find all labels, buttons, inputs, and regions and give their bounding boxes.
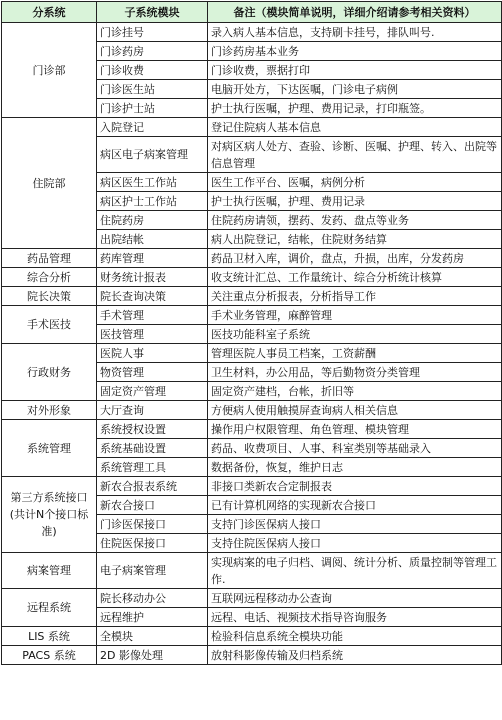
table-row	[2, 627, 502, 646]
module-cell: 系统基础设置	[97, 439, 208, 458]
module-cell: 院长移动办公	[97, 589, 208, 608]
subsystem-cell: 综合分析	[2, 268, 97, 287]
table-row	[2, 306, 502, 325]
header-row	[2, 2, 502, 23]
table-row	[2, 249, 502, 268]
note-cell: 门诊收费，票据打印	[208, 61, 502, 80]
module-cell: 药库管理	[97, 249, 208, 268]
note-cell: 录入病人基本信息，支持刷卡挂号，排队叫号.	[208, 23, 502, 42]
module-cell: 门诊医保接口	[97, 515, 208, 534]
module-cell: 住院药房	[97, 211, 208, 230]
header-note: 备注（模块简单说明，详细介绍请参考相关资料）	[208, 2, 502, 23]
note-cell: 住院药房请领，摆药、发药、盘点等业务	[208, 211, 502, 230]
note-cell: 护士执行医嘱，护理、费用记录	[208, 192, 502, 211]
note-cell: 病人出院登记，结帐，住院财务结算	[208, 230, 502, 249]
note-cell: 药品卫材入库，调价，盘点，升损，出库，分发药房	[208, 249, 502, 268]
module-cell: 院长查询决策	[97, 287, 208, 306]
table-row	[2, 268, 502, 287]
module-cell: 门诊护士站	[97, 99, 208, 118]
table-row	[2, 344, 502, 363]
note-cell: 登记住院病人基本信息	[208, 118, 502, 137]
note-cell: 互联网远程移动办公查询	[208, 589, 502, 608]
module-cell: 入院登记	[97, 118, 208, 137]
subsystem-cell: LIS 系统	[2, 627, 97, 646]
module-cell: 大厅查询	[97, 401, 208, 420]
note-cell: 药品、收费项目、人事、科室类别等基础录入	[208, 439, 502, 458]
note-cell: 门诊药房基本业务	[208, 42, 502, 61]
module-cell: 新农合接口	[97, 496, 208, 515]
module-cell: 出院结帐	[97, 230, 208, 249]
module-cell: 住院医保接口	[97, 534, 208, 553]
subsystem-cell: 门诊部	[2, 23, 97, 118]
module-cell: 医院人事	[97, 344, 208, 363]
subsystem-cell: 病案管理	[2, 553, 97, 589]
subsystem-table	[1, 1, 502, 665]
header-module: 子系统模块	[97, 2, 208, 23]
note-cell: 实现病案的电子归档、调阅、统计分析、质量控制等管理工作.	[208, 553, 502, 589]
table-row	[2, 477, 502, 496]
subsystem-cell: 第三方系统接口(共计N个接口标准)	[2, 477, 97, 553]
module-cell: 固定资产管理	[97, 382, 208, 401]
note-cell: 医技功能科室子系统	[208, 325, 502, 344]
module-cell: 远程维护	[97, 608, 208, 627]
module-cell: 门诊医生站	[97, 80, 208, 99]
table-row	[2, 553, 502, 589]
subsystem-cell: 药品管理	[2, 249, 97, 268]
table-row	[2, 401, 502, 420]
header-subsystem: 分系统	[2, 2, 97, 23]
module-cell: 医技管理	[97, 325, 208, 344]
module-cell: 新农合报表系统	[97, 477, 208, 496]
module-cell: 系统管理工具	[97, 458, 208, 477]
note-cell: 对病区病人处方、查验、诊断、医嘱、护理、转入、出院等信息管理	[208, 137, 502, 173]
subsystem-cell: 住院部	[2, 118, 97, 249]
note-cell: 支持门诊医保病人接口	[208, 515, 502, 534]
module-cell: 系统授权设置	[97, 420, 208, 439]
note-cell: 数据备份，恢复，维护日志	[208, 458, 502, 477]
table-row	[2, 646, 502, 665]
module-cell: 物资管理	[97, 363, 208, 382]
subsystem-cell: 系统管理	[2, 420, 97, 477]
module-cell: 病区电子病案管理	[97, 137, 208, 173]
table-row	[2, 420, 502, 439]
note-cell: 远程、电话、视频技术指导咨询服务	[208, 608, 502, 627]
module-cell: 门诊药房	[97, 42, 208, 61]
note-cell: 放射科影像传输及归档系统	[208, 646, 502, 665]
module-cell: 全模块	[97, 627, 208, 646]
note-cell: 手术业务管理，麻醉管理	[208, 306, 502, 325]
subsystem-cell: 对外形象	[2, 401, 97, 420]
table-row	[2, 589, 502, 608]
module-cell: 病区护士工作站	[97, 192, 208, 211]
subsystem-cell: 行政财务	[2, 344, 97, 401]
note-cell: 电脑开处方，下达医嘱，门诊电子病例	[208, 80, 502, 99]
module-cell: 电子病案管理	[97, 553, 208, 589]
note-cell: 卫生材料，办公用品，等后勤物资分类管理	[208, 363, 502, 382]
note-cell: 医生工作平台、医嘱，病例分析	[208, 173, 502, 192]
note-cell: 检验科信息系统全模块功能	[208, 627, 502, 646]
note-cell: 操作用户权限管理、角色管理、模块管理	[208, 420, 502, 439]
note-cell: 支持住院医保病人接口	[208, 534, 502, 553]
subsystem-cell: 手术医技	[2, 306, 97, 344]
table-row	[2, 118, 502, 137]
module-cell: 财务统计报表	[97, 268, 208, 287]
table-row	[2, 287, 502, 306]
subsystem-cell: 远程系统	[2, 589, 97, 627]
note-cell: 关注重点分析报表，分析指导工作	[208, 287, 502, 306]
note-cell: 护士执行医嘱，护理、费用记录，打印瓶签。	[208, 99, 502, 118]
module-cell: 2D 影像处理	[97, 646, 208, 665]
note-cell: 收支统计汇总、工作量统计、综合分析统计核算	[208, 268, 502, 287]
table-row	[2, 23, 502, 42]
module-cell: 病区医生工作站	[97, 173, 208, 192]
note-cell: 固定资产建档，台帐，折旧等	[208, 382, 502, 401]
module-cell: 手术管理	[97, 306, 208, 325]
module-cell: 门诊挂号	[97, 23, 208, 42]
note-cell: 管理医院人事员工档案，工资薪酬	[208, 344, 502, 363]
note-cell: 非接口类新农合定制报表	[208, 477, 502, 496]
table-body	[2, 23, 502, 665]
subsystem-cell: PACS 系统	[2, 646, 97, 665]
module-cell: 门诊收费	[97, 61, 208, 80]
subsystem-cell: 院长决策	[2, 287, 97, 306]
note-cell: 方便病人使用触摸屏查询病人相关信息	[208, 401, 502, 420]
note-cell: 已有计算机网络的实现新农合接口	[208, 496, 502, 515]
